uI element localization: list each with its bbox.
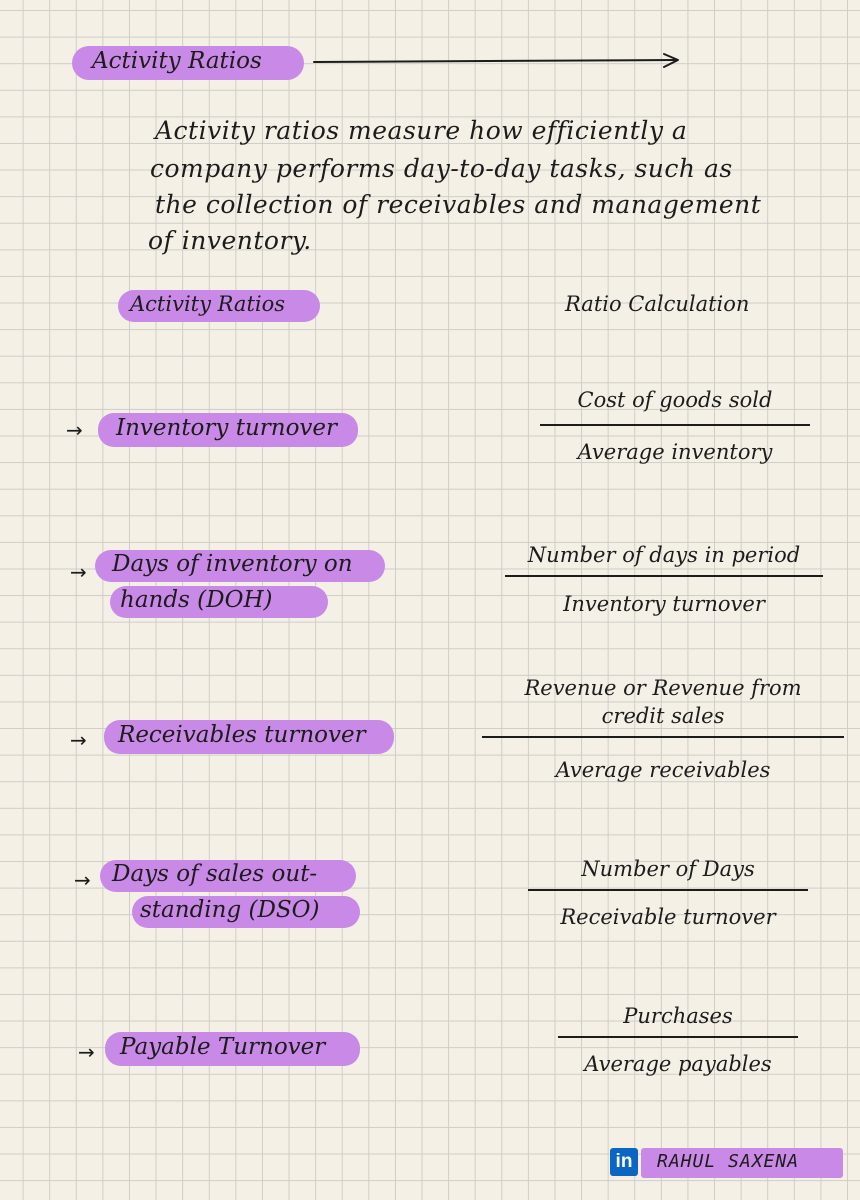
bullet-arrow-icon: →: [74, 868, 91, 892]
ratio-4-name-line-2: standing (DSO): [140, 897, 320, 923]
page-title: Activity Ratios: [92, 48, 262, 74]
ratio-2-denominator: Inventory turnover: [563, 592, 765, 616]
ratio-4-name-line-1: Days of sales out-: [112, 861, 318, 887]
ratio-4-numerator: Number of Days: [581, 857, 755, 881]
right-column-header: Ratio Calculation: [565, 292, 750, 316]
bullet-arrow-icon: →: [78, 1040, 95, 1064]
bullet-arrow-icon: →: [66, 418, 83, 442]
ratio-4-fraction-line: [528, 889, 808, 891]
ratio-3-denominator: Average receivables: [555, 758, 771, 782]
ratio-5-name: Payable Turnover: [120, 1034, 326, 1060]
intro-line-1: Activity ratios measure how efficiently a: [155, 116, 688, 145]
ratio-5-fraction-line: [558, 1036, 798, 1038]
ratio-1-name: Inventory turnover: [116, 415, 338, 441]
ratio-1-fraction-line: [540, 424, 810, 426]
ratio-1-denominator: Average inventory: [577, 440, 773, 464]
ratio-5-denominator: Average payables: [584, 1052, 772, 1076]
intro-line-3: the collection of receivables and management: [155, 190, 762, 219]
ratio-4-denominator: Receivable turnover: [560, 905, 776, 929]
ratio-2-name-line-1: Days of inventory on: [112, 551, 353, 577]
ratio-2-fraction-line: [505, 575, 823, 577]
ratio-1-numerator: Cost of goods sold: [577, 388, 773, 412]
title-arrow-icon: [312, 52, 684, 72]
ratio-3-numerator-line-1: Revenue or Revenue from: [524, 676, 802, 700]
bullet-arrow-icon: →: [70, 560, 87, 584]
ratio-3-name: Receivables turnover: [118, 722, 366, 748]
bullet-arrow-icon: →: [70, 728, 87, 752]
left-column-header: Activity Ratios: [130, 292, 286, 316]
ratio-2-numerator: Number of days in period: [527, 543, 801, 567]
intro-line-2: company performs day-to-day tasks, such as: [150, 154, 733, 183]
author-name: RAHUL SAXENA: [657, 1151, 800, 1172]
ratio-3-numerator-line-2: credit sales: [601, 704, 725, 728]
ratio-5-numerator: Purchases: [623, 1004, 733, 1028]
intro-line-4: of inventory.: [148, 226, 312, 255]
linkedin-icon[interactable]: in: [610, 1148, 638, 1176]
ratio-3-fraction-line: [482, 736, 844, 738]
ratio-2-name-line-2: hands (DOH): [120, 587, 273, 613]
